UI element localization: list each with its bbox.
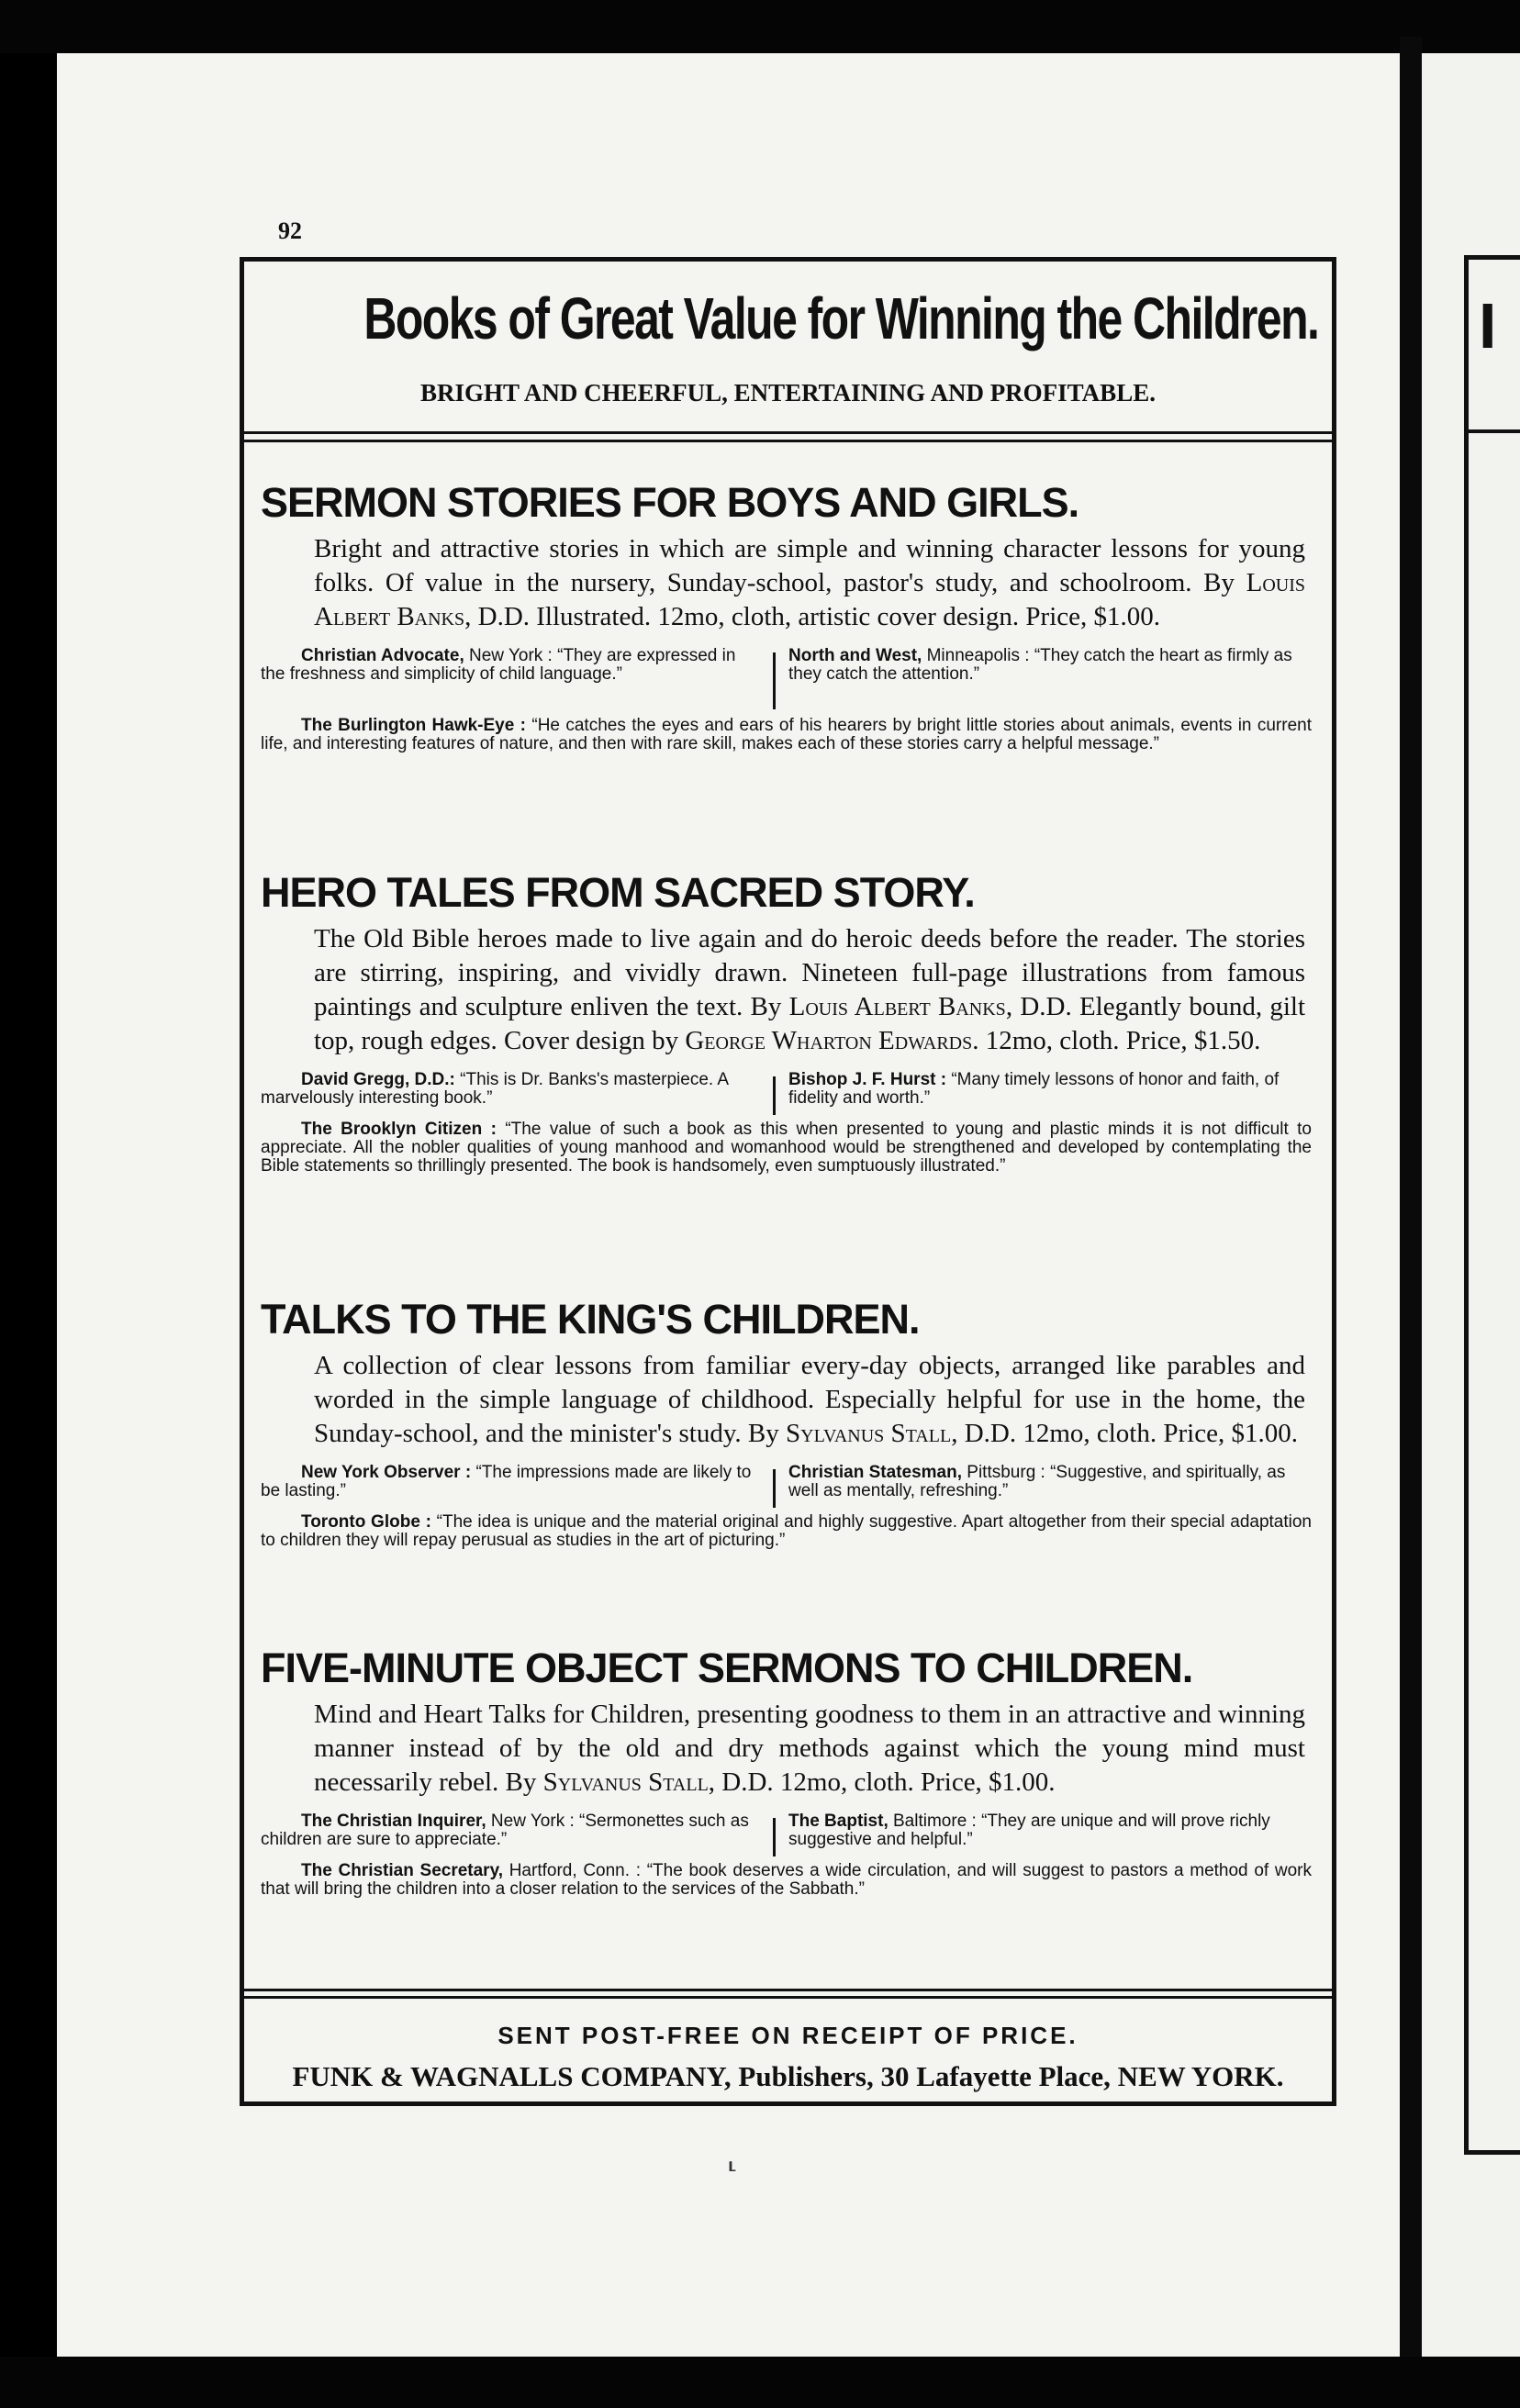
author-name: Louis Albert Banks <box>788 992 1006 1021</box>
press-quote <box>788 1071 1312 1108</box>
quote-source: North and West, <box>788 646 922 665</box>
press-quote <box>788 1812 1312 1849</box>
description-text: , D.D. 12mo, cloth. Price, $1.00. <box>708 1767 1056 1797</box>
footer-rule <box>244 1996 1332 1999</box>
quote-text: “This is Dr. Banks's masterpiece. A marvelously interesting book.” <box>261 1070 729 1108</box>
press-quote <box>261 1071 761 1108</box>
quote-text: Hartford, Conn. : “The book deserves a wide circulation, and will suggest to pastors a method of work that will bring the children into a closer relation to the services of the Sabbath.” <box>261 1861 1312 1899</box>
quote-source: The Brooklyn Citizen : <box>301 1120 497 1139</box>
press-quote <box>261 1862 1312 1899</box>
press-quote <box>261 1464 761 1500</box>
quote-text: New York : “They are expressed in the freshness and simplicity of child language.” <box>261 646 736 684</box>
quote-source: Toronto Globe : <box>301 1512 431 1532</box>
film-border-bottom <box>0 2357 1520 2408</box>
book-section <box>261 869 1316 1176</box>
press-quote <box>261 1812 761 1849</box>
author-name: George Wharton Edwards <box>685 1026 973 1055</box>
page-number: 92 <box>278 217 302 244</box>
ad-title: Books of Great Value for Winning the Children. <box>363 285 1319 351</box>
page-gutter <box>1400 37 1422 2368</box>
quote-source: Christian Advocate, <box>301 646 464 665</box>
description-text: The Old Bible heroes made to live again and do heroic deeds before the reader. The stories are stirring, inspiring, and vividly drawn. Nineteen full-page illustrations from famous paintings and sculpture enliven the text. By <box>314 924 1305 1021</box>
book-description <box>314 532 1305 634</box>
next-page-rule <box>1464 429 1520 433</box>
quote-source: Christian Statesman, <box>788 1463 962 1482</box>
footer-rule <box>244 1989 1332 1991</box>
quote-text: Baltimore : “They are unique and will prove richly suggestive and helpful.” <box>788 1812 1270 1849</box>
quote-text: “He catches the eyes and ears of his hearers by bright little stories about animals, events in current life, and interesting features of nature, and then with rare skill, makes each of these stories carry a helpful message.” <box>261 716 1313 753</box>
advertisement-frame <box>240 257 1336 2106</box>
quote-text: “Many timely lessons of honor and faith, of fidelity and worth.” <box>788 1070 1280 1108</box>
ad-subtitle: BRIGHT AND CHEERFUL, ENTERTAINING AND PROFITABLE. <box>420 379 1156 407</box>
description-text: . 12mo, cloth. Price, $1.50. <box>972 1026 1261 1055</box>
press-quotes <box>261 1812 1316 1862</box>
book-heading: TALKS TO THE KING'S CHILDREN. <box>261 1296 920 1343</box>
author-name: Louis Albert Banks <box>314 568 1305 631</box>
description-text: A collection of clear lessons from familiar every-day objects, arranged like parables and worded in the simple language of childhood. Especially helpful for use in the home, the Sunday-school, and the minister's study. By <box>314 1351 1305 1448</box>
film-border-top <box>0 0 1520 53</box>
book-description <box>314 922 1305 1058</box>
footer-notice: SENT POST-FREE ON RECEIPT OF PRICE. <box>497 2022 1079 2049</box>
press-quote <box>788 647 1312 684</box>
description-text: , D.D. 12mo, cloth. Price, $1.00. <box>951 1419 1298 1448</box>
quote-divider <box>773 652 776 709</box>
quote-divider <box>773 1469 776 1508</box>
description-text: , D.D. Elegantly bound, gilt top, rough edges. Cover design by <box>314 992 1306 1055</box>
publisher-imprint: FUNK & WAGNALLS COMPANY, Publishers, 30 Lafayette Place, NEW YORK. <box>292 2060 1284 2092</box>
quote-text: Minneapolis : “They catch the heart as firmly as they catch the attention.” <box>788 646 1292 684</box>
next-page-fragment: I <box>1479 290 1497 362</box>
quote-divider <box>773 1818 776 1856</box>
scan-blemish: ⸤ <box>727 2144 738 2174</box>
book-description <box>314 1349 1305 1451</box>
book-section <box>261 479 1316 753</box>
quote-source: The Christian Inquirer, <box>301 1812 486 1831</box>
quote-source: Bishop J. F. Hurst : <box>788 1070 947 1089</box>
description-text: Bright and attractive stories in which are simple and winning character lessons for young folks. Of value in the nursery, Sunday-school, pastor's study, and schoolroom. By <box>314 534 1305 597</box>
quote-divider <box>773 1076 776 1115</box>
book-heading: HERO TALES FROM SACRED STORY. <box>261 869 975 916</box>
author-name: Sylvanus Stall <box>786 1419 952 1448</box>
quote-text: Pittsburg : “Suggestive, and spiritually, as well as mentally, refreshing.” <box>788 1463 1286 1500</box>
next-page-sheet <box>1422 53 1520 2357</box>
quote-text: “The idea is unique and the material original and highly suggestive. Apart altogether from their special adaptation to children they will repay perusual as studies in the art of picturing.” <box>261 1512 1312 1550</box>
quote-source: The Baptist, <box>788 1812 889 1831</box>
header-rule <box>244 440 1332 442</box>
quote-source: David Gregg, D.D.: <box>301 1070 455 1089</box>
press-quotes <box>261 1464 1316 1513</box>
book-section <box>261 1644 1316 1899</box>
quote-text: “The impressions made are likely to be lasting.” <box>261 1463 752 1500</box>
author-name: Sylvanus Stall <box>542 1767 709 1797</box>
press-quotes <box>261 647 1316 717</box>
press-quote <box>261 1120 1312 1176</box>
next-page-ad-frame <box>1464 255 1520 2155</box>
description-text: Mind and Heart Talks for Children, presenting goodness to them in an attractive and winning manner instead of by the old and dry methods against which the young mind must necessarily rebel. By <box>314 1700 1305 1797</box>
press-quote <box>261 647 761 684</box>
book-description <box>314 1698 1305 1800</box>
quote-source: New York Observer : <box>301 1463 472 1482</box>
quote-source: The Christian Secretary, <box>301 1861 504 1880</box>
quote-text: New York : “Sermonettes such as children are sure to appreciate.” <box>261 1812 749 1849</box>
book-section <box>261 1296 1316 1550</box>
book-heading: FIVE-MINUTE OBJECT SERMONS TO CHILDREN. <box>261 1644 1193 1691</box>
quote-text: “The value of such a book as this when presented to young and plastic minds it is not difficult to appreciate. All the nobler qualities of young manhood and womanhood would be strengthened and developed by contemplating the Bible statements so thrillingly presented. The book is handsomely, even sumptuously illustrated.” <box>261 1120 1312 1176</box>
description-text: , D.D. Illustrated. 12mo, cloth, artistic cover design. Price, $1.00. <box>464 602 1160 631</box>
press-quote <box>261 1513 1312 1550</box>
press-quote <box>261 717 1312 753</box>
header-rule <box>244 431 1332 434</box>
book-heading: SERMON STORIES FOR BOYS AND GIRLS. <box>261 479 1079 526</box>
press-quote <box>788 1464 1312 1500</box>
press-quotes <box>261 1071 1316 1120</box>
quote-source: The Burlington Hawk-Eye : <box>301 716 527 735</box>
